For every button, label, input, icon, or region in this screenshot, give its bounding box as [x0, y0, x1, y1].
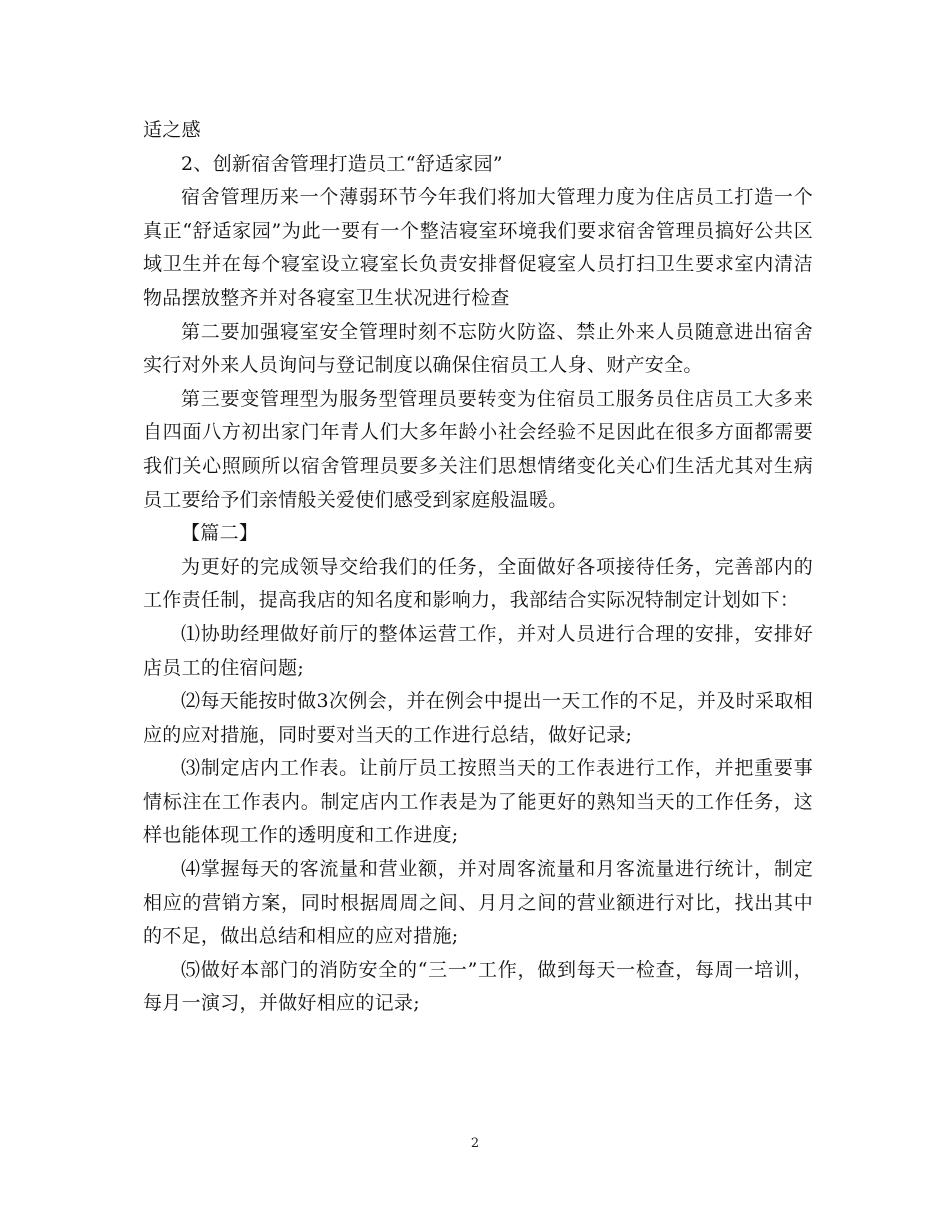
section-heading-dormitory: 2、创新宿舍管理打造员工“舒适家园”: [181, 152, 503, 175]
part-two-heading: 【篇二】: [181, 522, 259, 545]
paragraph-dormitory-management: 宿舍管理历来一个薄弱环节今年我们将加大管理力度为住店员工打造一个真正“舒适家园”为此一要有一个整洁寝室环境我们要求宿舍管理员搞好公共区域卫生并在每个寝室设立寝室长负责安排督促寝室人员打扫卫生要求室内清洁物品摆放整齐并对各寝室卫生状况进行检查: [143, 186, 813, 309]
document-body: [143, 114, 813, 1021]
paragraph-plan-intro: 为更好的完成领导交给我们的任务，全面做好各项接待任务，完善部内的工作责任制，提高我店的知名度和影响力，我部结合实际况特制定计划如下：: [143, 555, 813, 612]
list-item-2: ⑵每天能按时做3次例会，并在例会中提出一天工作的不足，并及时采取相应的应对措施，同时要对当天的工作进行总结，做好记录;: [143, 690, 813, 746]
paragraph-continuation: 适之感: [143, 119, 201, 141]
page-number: 2: [470, 1136, 480, 1151]
list-item-4: ⑷掌握每天的客流量和营业额，并对周客流量和月客流量进行统计，制定相应的营销方案，同时根据周周之间、月月之间的营业额进行对比，找出其中的不足，做出总结和相应的应对措施;: [143, 858, 813, 948]
list-item-3: ⑶制定店内工作表。让前厅员工按照当天的工作表进行工作，并把重要事情标注在工作表内。制定店内工作表是为了能更好的熟知当天的工作任务，这样也能体现工作的透明度和工作进度;: [143, 757, 813, 847]
list-item-5: ⑸做好本部门的消防安全的“三一”工作，做到每天一检查，每周一培训，每月一演习，并做好相应的记录;: [143, 958, 813, 1015]
paragraph-dormitory-safety: 第二要加强寝室安全管理时刻不忘防火防盗、禁止外来人员随意进出宿舍实行对外来人员询问与登记制度以确保住宿员工人身、财产安全。: [143, 320, 813, 377]
paragraph-service-type: 第三要变管理型为服务型管理员要转变为住宿员工服务员住店员工大多来自四面八方初出家门年青人们大多年龄小社会经验不足因此在很多方面都需要我们关心照顾所以宿舍管理员要多关注们思想情绪变化关心们生活尤其对生病员工要给予们亲情般关爱使们感受到家庭般温暖。: [143, 387, 813, 511]
list-item-1: ⑴协助经理做好前厅的整体运营工作，并对人员进行合理的安排，安排好店员工的住宿问题;: [143, 622, 813, 679]
